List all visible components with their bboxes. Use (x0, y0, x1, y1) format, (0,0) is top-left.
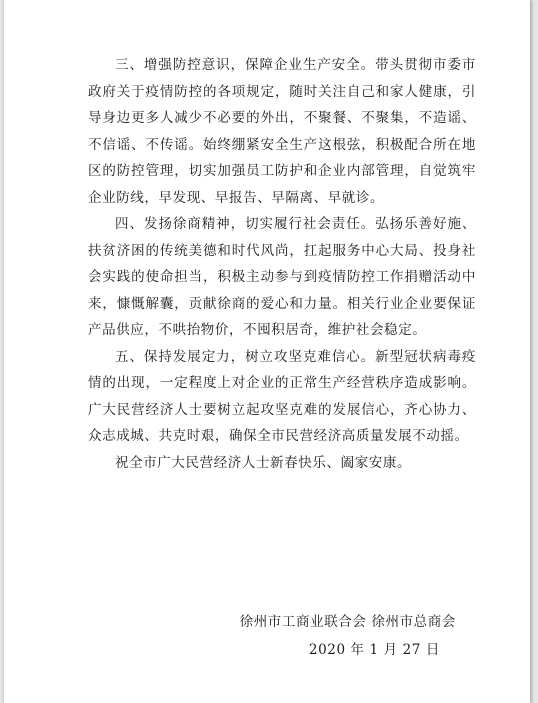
signature-organizations: 徐州市工商业联合会 徐州市总商会 (239, 614, 456, 630)
paragraph-four: 四、发扬徐商精神，切实履行社会责任。弘扬乐善好施、扶贫济困的传统美德和时代风尚，扛起服务中心大局、投身社会实践的使命担当，积极主动参与到疫情防控工作捐赠活动中来，慷慨解囊，贡献徐商的爱心和力量。相关行业企业要保证产品供应，不哄抬物价，不囤积居奇，维护社会稳定。 (88, 216, 476, 338)
paragraph-three: 三、增强防控意识，保障企业生产安全。带头贯彻市委市政府关于疫情防控的各项规定，随时关注自己和家人健康，引导身边更多人减少不必要的外出，不聚餐、不聚集，不造谣、不信谣、不传谣。始终绷紧安全生产这根弦，积极配合所在地区的防控管理，切实加强员工防护和企业内部管理，自觉筑牢企业防线，早发现、早报告、早隔离、早就诊。 (88, 57, 476, 206)
closing-greeting: 祝全市广大民营经济人士新春快乐、阖家安康。 (115, 454, 412, 471)
document-body (88, 52, 476, 476)
paragraph-five: 五、保持发展定力，树立攻坚克难信心。新型冠状病毒疫情的出现，一定程度上对企业的正常生产经营秩序造成影响。广大民营经济人士要树立起攻坚克难的发展信心，齐心协力、众志成城、共克时艰，确保全市民营经济高质量发展不动摇。 (88, 348, 476, 444)
signature-date: 2020 年 1 月 27 日 (308, 642, 440, 658)
document-page (4, 0, 530, 703)
